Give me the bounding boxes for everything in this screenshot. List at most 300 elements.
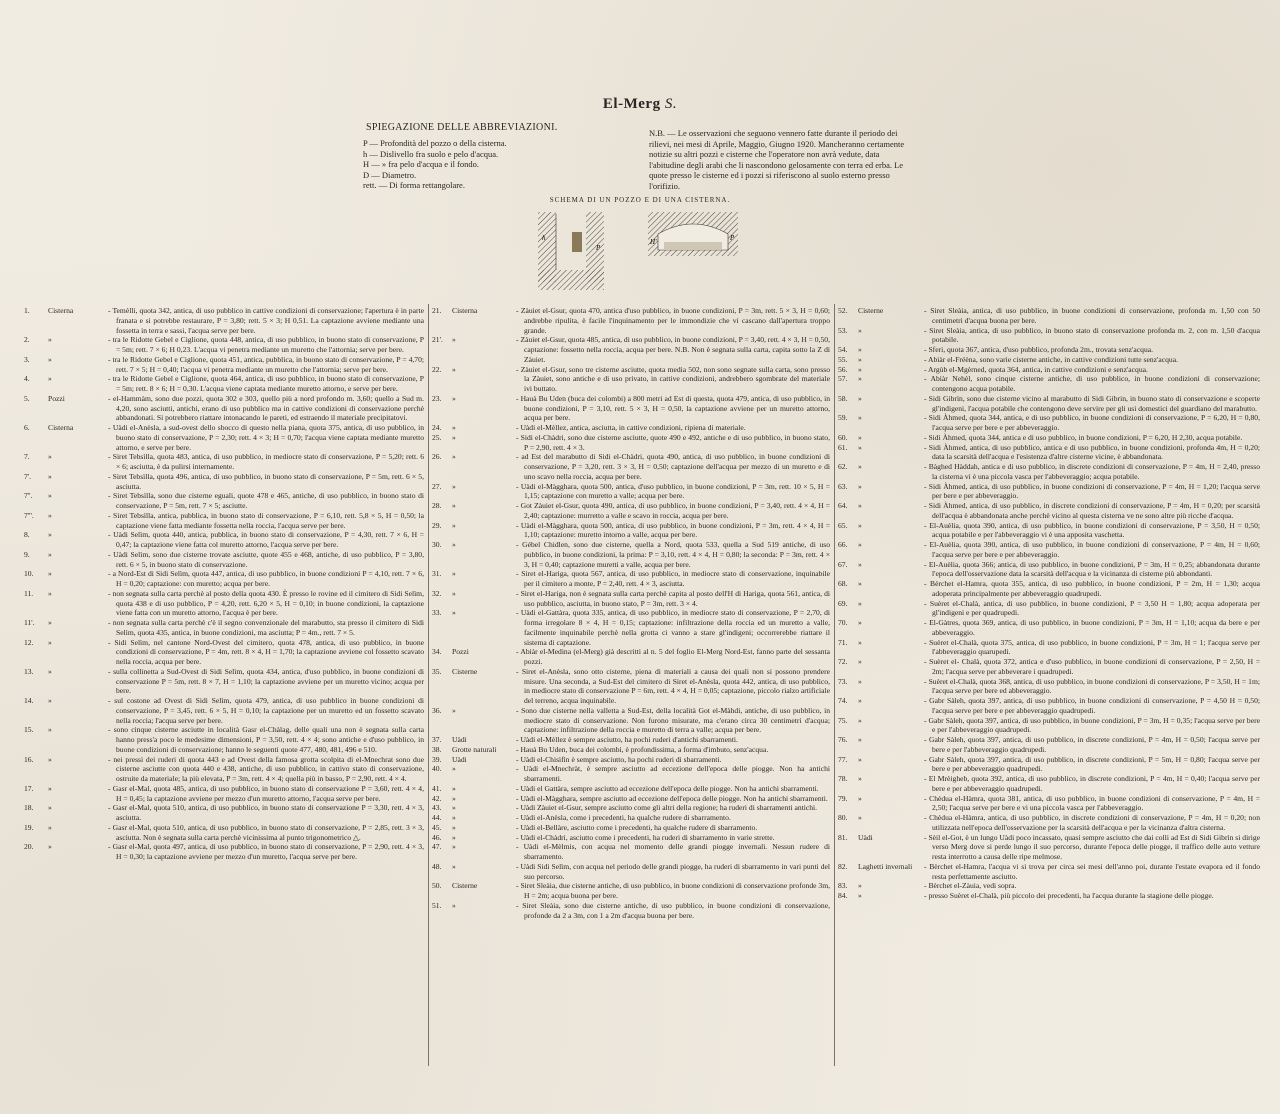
entry-row xyxy=(432,901,830,921)
entry-row xyxy=(432,823,830,833)
entry-number: 26. xyxy=(432,452,442,462)
entry-text: - Gasr el-Mal, quota 497, antica, di uso pubblico, in buono stato di conservazione, P = 2,90, rett. 4 × 3, H = 0,30; la captazione avviene per mezzo d'un muretto, l'acqua serve per bere. xyxy=(116,842,424,862)
entry-number: 37. xyxy=(432,735,442,744)
entry-number: 32. xyxy=(432,588,442,598)
entry-row xyxy=(432,833,830,843)
entry-number: 58. xyxy=(838,393,848,403)
entry-type: » xyxy=(858,393,862,403)
entry-number: 80. xyxy=(838,813,848,822)
entry-row xyxy=(24,725,424,754)
entry-row xyxy=(838,462,1260,482)
entry-type: » xyxy=(858,374,862,384)
entry-text: - El-Auèlia, quota 390, antica, di uso pubblico, in buone condizioni di conservazione, P = 4m, H = 0,60; l'acqua serve per bere e per abbeveraggio. xyxy=(932,540,1260,560)
entry-row xyxy=(432,335,830,364)
entries-column-3 xyxy=(838,306,1260,901)
schema-label-p: P xyxy=(596,244,601,252)
entry-number: 30. xyxy=(432,540,442,549)
entry-text: - Suèret el-Chalà, antica, di uso pubblico, in buone condizioni, P = 3,50 H = 1,80; acqua adoperata per gl'indigeni e per quadrupedi. xyxy=(932,599,1260,619)
entry-text: - presso Suèret el-Chalà, più piccolo dei precedenti, ha l'acqua durante la stagione delle piogge. xyxy=(932,891,1260,901)
entry-number: 3. xyxy=(24,354,30,364)
entry-row xyxy=(432,784,830,794)
entry-number: 24. xyxy=(432,423,442,432)
entry-number: 72. xyxy=(838,657,848,666)
entry-type: » xyxy=(452,832,456,842)
entry-row xyxy=(838,521,1260,541)
entry-number: 67. xyxy=(838,559,848,569)
entry-text: - non segnata sulla carta perchè al posto della quota 430. È presso le rovine ed il cimitero di Sidi Selìm, quota 438 e di uso pubblico, P = 4,20, rett. 6,20 × 5, H = 0,10; in buone condizioni, la captazione viene fatta con un muretto attorno, l'acqua è per bere. xyxy=(116,589,424,618)
entry-type: » xyxy=(858,413,862,423)
entry-number: 48. xyxy=(432,861,442,871)
nb-note: N.B. — Le osservazioni che seguono vennero fatte durante il periodo dei rilievi, nei mesi di Aprile, Maggio, Giugno 1920. Mancheranno certamente notizie su altri pozzi e cisterne che l'operatore non avrà vedute, data l'abitudine degli arabi che li nascondono gelosamente con terra ed erba. Le quote presso le cisterne ed i pozzi si riferiscono al suolo esterno presso l'orifizio. xyxy=(649,128,905,191)
entry-row xyxy=(432,394,830,423)
entry-type: » xyxy=(858,598,862,608)
entry-row xyxy=(838,355,1260,365)
entry-text: - Uàdi el-Mèllez è sempre asciutto, ha pochi ruderi d'antichi sbarramenti. xyxy=(524,735,830,745)
entry-number: 45. xyxy=(432,822,442,832)
entry-text: - Gabr Sàleh, quota 397, antica, di uso pubblico, in buone condizioni, P = 3m, H = 0,35; l'acqua serve per bere e per l'abbeveraggio quadrupedi. xyxy=(932,716,1260,736)
entry-number: 84. xyxy=(838,891,848,900)
entry-number: 13. xyxy=(24,666,34,676)
entry-type: Cisterna xyxy=(452,306,478,315)
title-name: El-Merg xyxy=(602,96,661,112)
entry-text: - Chèdua el-Hàmra, quota 381, antica, di uso pubblico, in buone condizioni di conservazione, P = 4m, H = 2,50; l'acqua serve per bere e vi una piccola vasca per l'abbeveraggio. xyxy=(932,794,1260,814)
entry-type: » xyxy=(452,423,456,432)
entry-type: » xyxy=(452,481,456,491)
entry-type: » xyxy=(858,354,862,364)
legend-item: rett. — Di forma rettangolare. xyxy=(363,180,465,190)
entry-row xyxy=(838,394,1260,414)
entry-row xyxy=(838,443,1260,463)
entry-text: - Siret Tebsìlla, quota 483, antica, di uso pubblico, in mediocre stato di conservazione, P = 5,20; rett. 6 × 6; asciutta, è da pulirsi internamente. xyxy=(116,452,424,472)
entry-number: 18. xyxy=(24,803,34,813)
entry-number: 64. xyxy=(838,501,848,510)
entry-type: Uàdi xyxy=(858,832,873,842)
entries-column-1 xyxy=(24,306,424,862)
entry-text: - Uàdi el-Mnechràt, è sempre asciutto ad eccezione dell'epoca delle piogge. Non ha antichi sbarramenti. xyxy=(524,764,830,784)
entry-text: - a Nord-Est di Sidi Selìm, quota 447, antica, di uso pubblico, in buone condizioni P = 4,10, rett. 7 × 6, H = 0,20; captazione: con muretto; acqua per bere. xyxy=(116,569,424,589)
entry-text: - Sferi, quota 367, antica, d'uso pubblico, profonda 2m., trovata senz'acqua. xyxy=(932,345,1260,355)
entry-type: » xyxy=(858,520,862,530)
entry-row xyxy=(838,345,1260,355)
entry-number: 31. xyxy=(432,569,442,579)
entry-type: » xyxy=(48,354,52,364)
entry-number: 6. xyxy=(24,423,30,432)
entry-type: » xyxy=(48,666,52,676)
entry-type: » xyxy=(858,559,862,569)
entry-number: 60. xyxy=(838,432,848,442)
entry-type: » xyxy=(48,335,52,345)
entry-number: 81. xyxy=(838,832,848,842)
entry-text: - tra le Ridotte Gebel e Ciglione, quota 451, antica, pubblica, in buono stato di conservazione, P = 4,70; rett. 7 × 5; H = 0,40; l'acqua vi penetra mediante un muretto che l'attornia; serve per bere. xyxy=(116,355,424,375)
entry-text: - Sidi el-Chàdri, sono due cisterne asciutte, quote 490 e 492, antiche e di uso pubblico, in buono stato, P = 2,90, rett. 4 × 3. xyxy=(524,433,830,453)
entry-text: - Uàdi Selìm, quota 440, antica, pubblica, in buono stato di conservazione, P = 4,30, rett. 7 × 6, H = 0,47; la captazione viene fatta col muretto attorno, l'acqua serve per bere. xyxy=(116,530,424,550)
entry-type: » xyxy=(452,540,456,549)
legend-item: H — » fra pelo d'acqua e il fondo. xyxy=(363,159,480,169)
entry-row xyxy=(838,579,1260,599)
entry-text: - Temèlli, quota 342, antica, di uso pubblico in cattive condizioni di conservazione; l'apertura è in parte franata e si potrebbe restaurare, P = 3,80; rett. 5 × 3; H 0,51. La captazione avviene mediante una fossetta in terra e sassi, l'acqua serve per bere. xyxy=(116,306,424,335)
entry-type: » xyxy=(858,432,862,442)
entry-row xyxy=(24,530,424,550)
entry-text: - Uàdi Selìm, sono due cisterne trovate asciutte, quote 455 e 468, antiche, di uso pubblico, P = 3,80, rett. 6 × 5, in buono stato di conservazione. xyxy=(116,550,424,570)
entry-row xyxy=(838,365,1260,375)
entry-row xyxy=(838,433,1260,443)
entry-number: 33. xyxy=(432,608,442,618)
entry-row xyxy=(24,491,424,511)
entry-number: 39. xyxy=(432,754,442,764)
entry-number: 42. xyxy=(432,793,442,803)
entry-number: 59. xyxy=(838,413,848,423)
entry-text: - Sidi Selìm, nel cantone Nord-Ovest del cimitero, quota 478, antica, di uso pubblico, in buone condizioni di conservazione, P = 4m, rett. 8 × 4, H = 1,70; la captazione avviene col fossetto scavato nella roccia, acqua per bere. xyxy=(116,638,424,667)
entry-type: » xyxy=(858,735,862,744)
entry-text: - Bèrchet el-Hamra, quota 355, antica, di uso pubblico, in buone condizioni, P = 2m, H = 1,30; acqua adoperata principalmente per abbeveraggio quadrupedi. xyxy=(932,579,1260,599)
entry-number: 43. xyxy=(432,803,442,813)
entry-number: 36. xyxy=(432,705,442,715)
entry-row xyxy=(432,764,830,784)
entry-text: - sulla collinetta a Sud-Ovest di Sidi Selìm, quota 434, antica, d'uso pubblico, in buone condizioni di conservazione P = 5m, rett. 8 × 7, H = 1,10; la captazione avviene per un muretto vicino; acqua per bere. xyxy=(116,667,424,696)
entry-type: » xyxy=(858,345,862,354)
entry-text: - Sidi Àhmed, antica, di uso pubblico, in discrete condizioni di conservazione, P = 4m, H = 0,20; per scarsità dell'acqua è abbandonata anche perchè vicino al questa cisterna ve ne sono altre più ricche d'acqua. xyxy=(932,501,1260,521)
entry-number: 15. xyxy=(24,725,34,735)
entry-number: 38. xyxy=(432,744,442,754)
entry-text: - Gabr Sàleh, quota 397, antica, di uso pubblico, in discrete condizioni, P = 5m, H = 0,80; l'acqua serve per bere e per abbeveraggio quadrupedi. xyxy=(932,755,1260,775)
entry-text: - Siret el-Hariga, quota 567, antica, di uso pubblico, in mediocre stato di conservazione, inquinabile per il cimitero a monte, P = 2,40, rett. 4 × 3, asciutta. xyxy=(524,569,830,589)
entry-number: 54. xyxy=(838,345,848,354)
entry-type: Laghetti invernali xyxy=(858,861,913,871)
entry-text: - Gasr el-Mal, quota 485, antica, di uso pubblico, in buono stato di conservazione P = 3,60, rett. 4 × 4, H = 0,45; la captazione avviene per mezzo d'un muretto attorno, l'acqua serve per bere. xyxy=(116,784,424,804)
entry-text: - Bèrchet el-Hamra, l'acqua vi si trova per circa sei mesi dell'anno poi, durante l'estate evapora ed il fondo resta perfettamente asciutto. xyxy=(932,862,1260,882)
entry-text: - El-Auèlia, quota 390, antica, di uso pubblico, in buone condizioni di conservazione, P = 3,50, H = 0,50; acqua potabile e per l'abbeveraggio vi è una apposita vaschetta. xyxy=(932,521,1260,541)
entry-text: - Zàuiet el-Gsur, quota 470, antica d'uso pubblico, in buone condizioni, P = 3m, rett. 5 × 3, H = 0,60; andrebbe ripulita, è facile l'inquinamento per le immondizie che vi cascano dall'apertura troppo grande. xyxy=(524,306,830,335)
entry-text: - Gasr el-Mal, quota 510, antica, di uso pubblico, in buono stato di conservazione, P = 2,85, rett. 3 × 3, asciutta. Non è segnata sulla carta perchè vicinissima al punto trigonometrico △. xyxy=(116,823,424,843)
entry-text: - Uàdi el-Mèlmis, con acqua nel momento delle grandi piogge invernali. Nessun rudere di sbarramento. xyxy=(524,842,830,862)
entry-text: - Uàdi Zàuiet el-Gsur, sempre asciutto come gli altri della regione; ha ruderi di sbarramenti antichi. xyxy=(524,803,830,813)
entry-row xyxy=(838,862,1260,882)
entry-row xyxy=(838,716,1260,736)
entry-row xyxy=(432,794,830,804)
entry-text: - Sidi Àhmed, antica, di uso pubblico, in buone condizioni di conservazione, P = 4m, H = 1,20; l'acqua serve per bere e per abbeveraggio. xyxy=(932,482,1260,502)
entry-type: » xyxy=(452,608,456,618)
entry-row xyxy=(838,374,1260,394)
entry-number: 34. xyxy=(432,647,442,657)
entry-type: » xyxy=(48,822,52,832)
entry-type: Uàdi xyxy=(452,735,467,744)
entry-row xyxy=(432,540,830,569)
entry-number: 4. xyxy=(24,374,30,384)
entry-text: - Gabr Sàleh, quota 397, antica, di uso pubblico, in buone condizioni di conservazione, P = 4,50 H = 0,50; l'acqua serve per bere e per abbeveraggio quadrupedi. xyxy=(932,696,1260,716)
entry-text: - Got Zàuiet el-Gsur, quota 490, antica, di uso pubblico, in buone condizioni, P = 3,40, rett. 4 × 4, H = 2,40; captazione: murretto a valle e scavo in roccia, acqua per bere. xyxy=(524,501,830,521)
entry-row xyxy=(24,374,424,394)
entry-type: » xyxy=(452,842,456,852)
entry-row xyxy=(24,472,424,492)
entry-text: - El-Gàtres, quota 369, antica, di uso pubblico, in buone condizioni, P = 3m, H = 1,10; acqua da bere e per abbeveraggio. xyxy=(932,618,1260,638)
entry-number: 65. xyxy=(838,520,848,530)
entry-row xyxy=(24,511,424,531)
entry-type: » xyxy=(858,715,862,725)
entry-row xyxy=(24,306,424,335)
entry-number: 7. xyxy=(24,452,30,462)
entry-text: - El-Auèlia, quota 366; antica, di uso pubblico, in buone condizioni, P = 3m, H = 0,25; abbandonata durante l'epoca dell'osservazione data la scarsità dell'acqua e la vicinanza di cisterne più abbondanti. xyxy=(932,560,1260,580)
entry-text: - Chèdua el-Hàmra, antica, di uso pubblico, in discrete condizioni di conservazione, P = 4m, H = 0,20; non utilizzata nell'epoca dell'osservazione per la scarsità dell'acqua e per la vicinanza d'altra cisterna. xyxy=(932,813,1260,833)
entry-number: 76. xyxy=(838,735,848,744)
schema-label-hh: H' xyxy=(650,238,657,246)
entry-text: - Siret el-Anèsla, sono otto cisterne, piena di materiali a causa dei quali non si possono prendere misure. Una seconda, a Sud-Est del cimitero di Siret el-Anèsla, quota 442, antica, di uso pubblico, in mediocre stato di conservazione P = 6m, rett. 4 × 4, H = 0,05; captazione, piccolo rialzo artificiale del terreno, acqua inquinabile. xyxy=(524,667,830,706)
entry-type: Cisterna xyxy=(48,306,74,315)
entry-number: 8. xyxy=(24,530,30,540)
entry-text: - sono cinque cisterne asciutte in località Gasr el-Chàlag, delle quali una non è segnata sulla carta hanno press'a poco le medesime dimensioni, P = 3,50, rett. 4 × 4; sono antiche e d'uso pubblico, in buone condizioni di conservazione; hanno le seguenti quote 477, 480, 481, 496 e 510. xyxy=(116,725,424,754)
entry-text: - Uàdi el-Chisìfìn è sempre asciutto, ha pochi ruderi di sbarramenti. xyxy=(524,755,830,765)
entry-number: 57. xyxy=(838,374,848,384)
entry-type: » xyxy=(452,783,456,793)
entry-text: - sul costone ad Ovest di Sidi Selìm, quota 479, antica, di uso pubblico in buone condizioni di conservazione, P = 3,45, rett. 6 × 5, H = 0,10; la captazione per un muretto ed un fossetto scavato nella roccia; l'acqua serve per bere. xyxy=(116,696,424,725)
entry-number: 52. xyxy=(838,306,848,315)
entry-type: » xyxy=(48,725,52,735)
entry-row xyxy=(24,803,424,823)
entry-text: - Sèil el-Got, è un lungo Uàdi poco incassato, quasi sempre asciutto che dai colli ad Est di Sidi Gibrìn si dirige verso Merg dove si perde lungo il suo percorso, durante l'epoca delle piogge, il traffico delle auto vetture resta interrotto a causa delle ripe melmose. xyxy=(932,833,1260,862)
entry-row xyxy=(838,306,1260,326)
entry-text: - Siret Sleàia, sono due cisterne antiche, di uso pubblico, in buone condizioni di conservazione, profonde da 2 a 3m, con 1 a 2m d'acqua buona per bere. xyxy=(524,901,830,921)
entry-text: - Abiàr el-Medina (el-Merg) già descritti al n. 5 del foglio El-Merg Nord-Est, fanno parte del sessanta pozzi. xyxy=(524,647,830,667)
entry-row xyxy=(432,569,830,589)
entry-text: - El Mrèigheb, quota 392, antica, di uso pubblico, in discrete condizioni, P = 4m, H = 0,40; l'acqua serve per bere e per abbeveraggio quadrupedi. xyxy=(932,774,1260,794)
entry-number: 79. xyxy=(838,793,848,803)
column-divider xyxy=(834,304,835,1066)
entry-row xyxy=(838,326,1260,346)
entry-type: » xyxy=(858,774,862,783)
entry-text: - Gabr Sàleh, quota 397, antica, di uso pubblico, in discrete condizioni, P = 4m, H = 0,50; l'acqua serve per bere e per l'abbeveraggio quadrupedi. xyxy=(932,735,1260,755)
entry-row xyxy=(432,365,830,394)
entry-type: Pozzi xyxy=(48,393,65,403)
entry-text: - Zàuiet el-Gsur, quota 485, antica, di uso pubblico, in buone condizioni, P = 3,40, rett. 4 × 3, H = 0,50, captazione: fossetto nella roccia, acqua per bere. N.B. Non è segnata sulla carta, capita sotto la Z di Zàuiet. xyxy=(524,335,830,364)
entry-row xyxy=(838,540,1260,560)
entry-row xyxy=(24,452,424,472)
entry-type: » xyxy=(858,881,862,891)
schema-label-h: h xyxy=(542,234,546,242)
entry-type: » xyxy=(858,579,862,588)
entry-text: - Siret Tebsìlla, quota 496, antica, di uso pubblico, in buono stato di conservazione, P = 5m, rett. 6 × 5, asciutta. xyxy=(116,472,424,492)
entry-number: 10. xyxy=(24,569,34,579)
entry-type: » xyxy=(452,705,456,715)
entry-number: 69. xyxy=(838,598,848,608)
entry-row xyxy=(432,521,830,541)
well-cistern-diagram xyxy=(530,210,750,310)
entry-number: 14. xyxy=(24,696,34,705)
entry-row xyxy=(24,335,424,355)
entry-number: 83. xyxy=(838,881,848,891)
entry-row xyxy=(432,647,830,667)
entry-type: » xyxy=(48,637,52,647)
entry-text: - Gasr el-Mal, quota 510, antica, di uso pubblico, in buono stato di conservazione P = 3,30, rett. 4 × 3, asciutta. xyxy=(116,803,424,823)
entry-row xyxy=(432,862,830,882)
entry-type: » xyxy=(452,452,456,462)
entry-type: » xyxy=(858,481,862,491)
legend-heading: SPIEGAZIONE DELLE ABBREVIAZIONI. xyxy=(366,122,558,133)
entry-type: » xyxy=(858,676,862,686)
entry-number: 66. xyxy=(838,540,848,549)
entry-row xyxy=(838,599,1260,619)
entry-row xyxy=(838,482,1260,502)
entry-number: 7'''. xyxy=(24,510,34,520)
entry-row xyxy=(432,423,830,433)
entry-type: Cisterna xyxy=(48,423,74,432)
entry-row xyxy=(838,618,1260,638)
entry-number: 51. xyxy=(432,900,442,910)
entry-number: 2. xyxy=(24,335,30,345)
entry-text: - Zàuiet el-Gsur, sono tre cisterne asciutte, quota media 502, non sono segnate sulla carta, sono presso la Zàuiet, sono antiche e di uso privato, in cattive condizioni, andrebbero sgombrate del materiale ivi buttato. xyxy=(524,365,830,394)
legend-item: h — Dislivello fra suolo e pelo d'acqua. xyxy=(363,148,499,159)
entry-text: - Sidi Àhmed, antica, di uso pubblico, antica e di uso pubblico, in buone condizioni, profonda 4m, H = 0,20; data la scarsità dell'acqua e l'esistenza d'altre cisterne vicine, è abbandonata. xyxy=(932,443,1260,463)
entry-text: - tra le Ridotte Gebel e Ciglione, quota 448, antica, di uso pubblico, in buono stato di conservazione, P = 5m; rett. 7 × 6; H 0,23. L'acqua vi penetra mediante un muretto che l'attornia; serve per bere. xyxy=(116,335,424,355)
entry-type: » xyxy=(452,803,456,813)
entry-number: 28. xyxy=(432,501,442,510)
entry-type: » xyxy=(48,754,52,764)
entry-type: » xyxy=(858,325,862,335)
entry-type: » xyxy=(858,754,862,764)
entry-type: » xyxy=(48,569,52,579)
entry-type: » xyxy=(48,530,52,540)
entry-type: » xyxy=(48,549,52,559)
entry-type: » xyxy=(452,393,456,403)
entry-type: » xyxy=(858,813,862,822)
entry-number: 22. xyxy=(432,364,442,374)
entry-number: 27. xyxy=(432,481,442,491)
entry-type: » xyxy=(858,696,862,705)
entry-type: » xyxy=(858,657,862,666)
entry-row xyxy=(24,569,424,589)
entry-type: » xyxy=(858,540,862,549)
entry-type: » xyxy=(858,364,862,374)
entry-type: » xyxy=(858,637,862,647)
entry-row xyxy=(24,638,424,667)
entry-number: 61. xyxy=(838,442,848,452)
entry-text: - ad Est del marabutto di Sidi el-Chàdri, quota 490, antica, di uso pubblico, in buone condizioni di conservazione, P = 3,20, rett. 3 × 3, H = 0,50; captazione dell'acqua per mezzo di un muretto e di uno scavo nella roccia, acqua per bere. xyxy=(524,452,830,481)
entry-type: » xyxy=(452,501,456,510)
entry-type: Uàdi xyxy=(452,754,467,764)
entry-text: - Siret el-Hariga, non è segnata sulla carta perchè capita al posto dell'H di Hariga, quota 561, antica, di uso pubblico, asciutta, in buono stato, P = 3m, rett. 3 × 4. xyxy=(524,589,830,609)
entry-text: - Bàghed Hàddah, antica e di uso pubblico, in discrete condizioni di conservazione, P = 4m, H = 2,40, presso la cisterna vi è una piccola vasca per l'abbeveraggio; acqua potabile. xyxy=(932,462,1260,482)
entry-number: 35. xyxy=(432,666,442,676)
entry-text: - Sidi Àhmed, quota 344, antica, e di uso pubblico, in buone condizioni di conservazione, P = 6,20, H = 0,80, l'acqua serve per bere e per abbeveraggio. xyxy=(932,413,1260,433)
entry-row xyxy=(838,413,1260,433)
entry-row xyxy=(24,696,424,725)
entry-number: 50. xyxy=(432,881,442,891)
entry-number: 71. xyxy=(838,637,848,647)
entry-number: 11. xyxy=(24,588,34,598)
legend-item: D — Diametro. xyxy=(363,169,417,180)
entry-type: » xyxy=(452,813,456,822)
entry-type: » xyxy=(858,462,862,471)
entry-row xyxy=(24,667,424,696)
entry-number: 12. xyxy=(24,637,34,647)
entry-type: » xyxy=(48,696,52,705)
entry-row xyxy=(432,881,830,901)
entry-type: » xyxy=(48,618,52,627)
entry-row xyxy=(432,813,830,823)
entry-text: - Uàdi el-Chàdri, asciutto come i precedenti, ha ruderi di sbarramento in varie strette. xyxy=(524,833,830,843)
entry-row xyxy=(24,589,424,618)
schema-title: SCHEMA DI UN POZZO E DI UNA CISTERNA. xyxy=(549,196,731,204)
entry-row xyxy=(432,608,830,647)
entry-type: » xyxy=(48,452,52,462)
entry-number: 11'. xyxy=(24,618,35,627)
page-title xyxy=(0,96,1280,113)
entry-number: 29. xyxy=(432,520,442,530)
entry-number: 1. xyxy=(24,306,30,315)
entry-text: - Argùb el-Mgèrned, quota 364, antica, in cattive condizioni e senz'acqua. xyxy=(932,365,1260,375)
entry-type: » xyxy=(48,471,52,481)
entry-row xyxy=(432,433,830,453)
entry-type: Grotte naturali xyxy=(452,744,497,754)
entry-type: » xyxy=(858,891,862,900)
entry-number: 5. xyxy=(24,393,30,403)
entry-type: » xyxy=(452,364,456,374)
entry-row xyxy=(838,833,1260,862)
entry-text: - Bèrchet el-Zàuia, vedi sopra. xyxy=(932,881,1260,891)
entry-row xyxy=(24,618,424,638)
entry-type: » xyxy=(48,588,52,598)
entry-number: 7''. xyxy=(24,491,33,501)
entry-text: - el-Hammàm, sono due pozzi, quota 302 e 303, quello più a nord profondo m. 3,60; quello a Sud m. 4,20, sono asciutti, antichi, erano di uso pubblico ma in cattive condizioni di conservazione perchè abbandonati. Si potrebbero riattare intonacando le pareti, ed estraendo il materiale precipitatovi. xyxy=(116,394,424,423)
entry-row xyxy=(432,667,830,706)
entry-type: » xyxy=(452,432,456,442)
title-suffix: S. xyxy=(664,96,678,112)
entry-row xyxy=(432,589,830,609)
entry-text: - Suèret el-Chalà, quota 368, antica, di uso pubblico, in buone condizioni di conservazione, P = 3,50, H = 1m; l'acqua serve per bere ed abbeveraggio. xyxy=(932,677,1260,697)
column-divider xyxy=(428,304,429,1066)
entry-row xyxy=(432,735,830,745)
entry-number: 21'. xyxy=(432,335,443,345)
entry-text: - Siret Sleàia, antica, di uso pubblico, in buono stato di conservazione profonda m. 2, con m. 1,50 d'acqua potabile. xyxy=(932,326,1260,346)
entry-row xyxy=(432,706,830,735)
entry-row xyxy=(432,306,830,335)
schema-label-p2: P xyxy=(730,234,735,242)
entry-type: » xyxy=(48,842,52,852)
entry-number: 9. xyxy=(24,549,30,559)
entry-number: 16. xyxy=(24,754,34,764)
entry-number: 47. xyxy=(432,842,442,852)
entry-number: 75. xyxy=(838,715,848,725)
entry-number: 46. xyxy=(432,832,442,842)
entry-row xyxy=(432,745,830,755)
entry-type: » xyxy=(452,822,456,832)
entry-row xyxy=(838,677,1260,697)
entry-row xyxy=(838,755,1260,775)
entry-text: - nei pressi dei ruderi di quota 443 e ad Ovest della famosa grotta scolpita di el-Mnechrat sono due cisterne asciutte con quota 440 e 438, antiche, di uso pubblico, in cattivo stato di conservazione, ostruite da materiale; la più elevata, P = 3m, rett. 4 × 4; quella più in basso, P = 2,90, rett. 4 × 4. xyxy=(116,755,424,784)
entry-number: 56. xyxy=(838,364,848,374)
entry-text: - Abiàr Nehèl, sono cinque cisterne antiche, di uso pubblico, in buone condizioni di conservazione; contengono acqua potabile. xyxy=(932,374,1260,394)
entry-row xyxy=(24,842,424,862)
entry-number: 41. xyxy=(432,783,442,793)
entry-number: 40. xyxy=(432,764,442,774)
entry-number: 25. xyxy=(432,432,442,442)
entry-number: 17. xyxy=(24,783,34,793)
entry-type: » xyxy=(452,900,456,910)
entry-number: 55. xyxy=(838,354,848,364)
entry-text: - Abiàr el-Fréèna, sono varie cisterne antiche, in cattive condizioni tutte senz'acqua. xyxy=(932,355,1260,365)
entry-text: - Sidi Àhmed, quota 344, antica e di uso pubblico, in buone condizioni, P = 6,20, H 2,30, acqua potabile. xyxy=(932,433,1260,443)
entry-row xyxy=(432,501,830,521)
entry-text: - tra le Ridotte Gebel e Ciglione, quota 464, antica, di uso pubblico, in buono stato di conservazione, P = 5m; rett. 8 × 6; H = 0,30. L'acqua viene captata mediante muretto attorno, e serve per bere. xyxy=(116,374,424,394)
entry-row xyxy=(24,755,424,784)
entry-number: 77. xyxy=(838,754,848,764)
entry-type: » xyxy=(48,510,52,520)
abbreviation-legend xyxy=(363,138,507,191)
entry-row xyxy=(24,423,424,452)
entry-number: 21. xyxy=(432,306,442,315)
entry-type: Cisterne xyxy=(452,666,478,676)
entry-text: - Uàdi el-Mèllez, antica, asciutta, in cattive condizioni, ripiena di materiale. xyxy=(524,423,830,433)
entry-type: » xyxy=(48,374,52,384)
entry-type: » xyxy=(48,491,52,501)
